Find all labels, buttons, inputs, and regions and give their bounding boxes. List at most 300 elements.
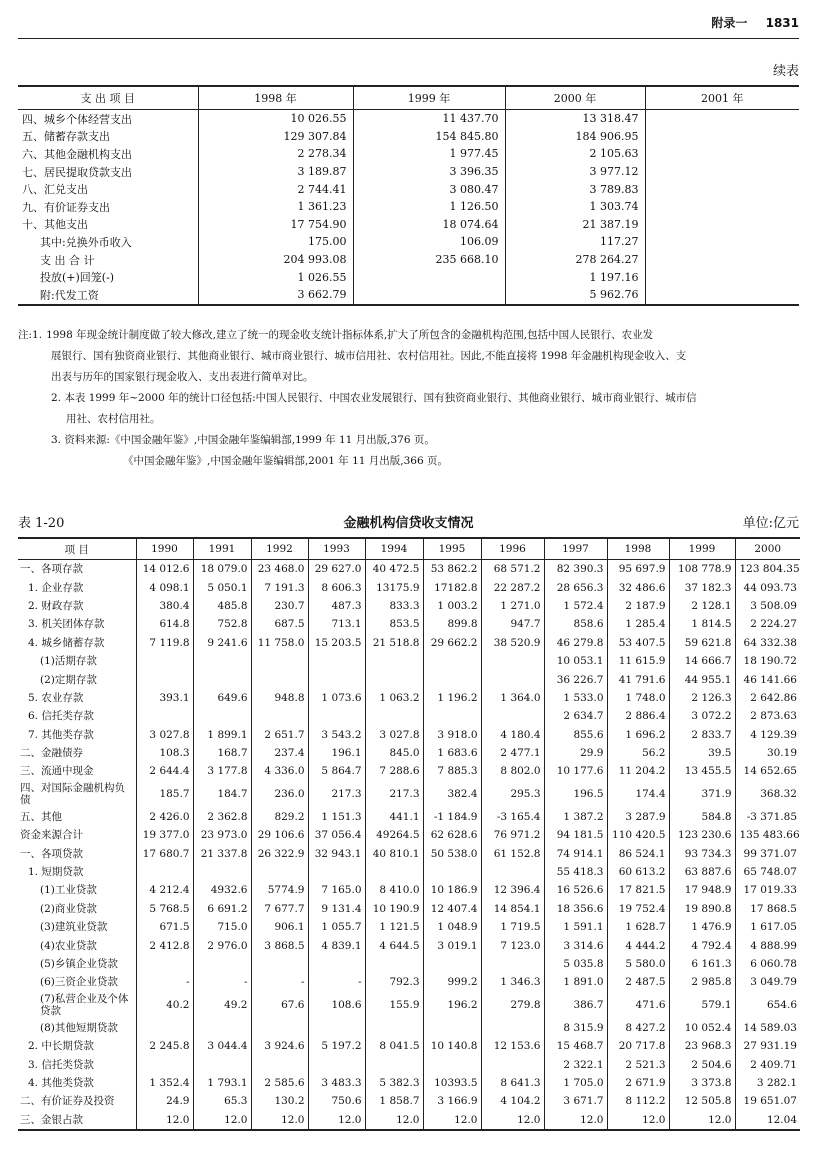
row-label: (2)商业贷款: [40, 902, 97, 915]
table-cell: 2 873.63: [735, 707, 800, 725]
table-cell: 19 377.0: [136, 826, 193, 844]
row-label: 七、居民提取贷款支出: [22, 165, 132, 179]
table-cell: 204 993.08: [198, 251, 353, 269]
table-cell: 23 973.0: [193, 826, 251, 844]
table-cell: 5774.9: [251, 881, 308, 899]
table-cell: 196.5: [544, 781, 607, 808]
table-header-row: [18, 538, 800, 560]
table-row: [18, 1037, 800, 1055]
table-row: [18, 808, 800, 826]
table-cell: [136, 955, 193, 973]
table-cell: 4 444.2: [607, 936, 669, 954]
table-cell: 10 186.9: [423, 881, 481, 899]
table-cell: 382.4: [423, 781, 481, 808]
table-cell: 44 093.73: [735, 578, 800, 596]
table-cell: 1 361.23: [198, 198, 353, 216]
table-cell: [645, 251, 799, 269]
table-cell: 5 035.8: [544, 955, 607, 973]
table-cell: 12.0: [251, 1111, 308, 1130]
table-row: [18, 726, 800, 744]
table-cell: 3 019.1: [423, 936, 481, 954]
table-cell: 18 079.0: [193, 560, 251, 579]
table-cell: 1 271.0: [481, 597, 544, 615]
table-cell: 230.7: [251, 597, 308, 615]
table-cell: 46 141.66: [735, 670, 800, 688]
table-cell: 1 814.5: [669, 615, 735, 633]
table-cell: 2 412.8: [136, 936, 193, 954]
table-cell: 76 971.2: [481, 826, 544, 844]
table-cell: 393.1: [136, 689, 193, 707]
table-cell: 17 868.5: [735, 900, 800, 918]
table-cell: 441.1: [365, 808, 423, 826]
table-cell: 2 644.4: [136, 762, 193, 780]
table-cell: 4 212.4: [136, 881, 193, 899]
table-cell: 2 651.7: [251, 726, 308, 744]
table-cell: 14 666.7: [669, 652, 735, 670]
table-row: [18, 844, 800, 862]
table-row: [18, 145, 799, 163]
table-cell: 2 245.8: [136, 1037, 193, 1055]
table-cell: 584.8: [669, 808, 735, 826]
table-cell: 4 098.1: [136, 578, 193, 596]
row-label: (1)工业贷款: [40, 884, 97, 897]
note-1-line-2: 展银行、国有独资商业银行、其他商业银行、城市商业银行、城市信用社、农村信用社。因此,不能直接将 1998 年金融机构现金收入、支: [51, 350, 687, 362]
table-cell: 1 303.74: [505, 198, 645, 216]
table-cell: 7 288.6: [365, 762, 423, 780]
table-cell: 7 119.8: [136, 634, 193, 652]
table-row: [18, 198, 799, 216]
table-cell: 8 112.2: [607, 1092, 669, 1110]
table-cell: 3 543.2: [308, 726, 365, 744]
table-row: [18, 973, 800, 991]
table-cell: 3 373.8: [669, 1074, 735, 1092]
table-cell: 175.00: [198, 233, 353, 251]
table-cell: 82 390.3: [544, 560, 607, 579]
table-cell: 3 508.09: [735, 597, 800, 615]
table-cell: 7 677.7: [251, 900, 308, 918]
row-label: 九、有价证券支出: [22, 200, 110, 214]
table-cell: 18 074.64: [353, 216, 505, 234]
column-header-year: 1999: [669, 538, 735, 560]
table-cell: 15 468.7: [544, 1037, 607, 1055]
table-cell: 649.6: [193, 689, 251, 707]
table-cell: 4 644.5: [365, 936, 423, 954]
table-row: [18, 110, 799, 128]
table-cell: 12.0: [544, 1111, 607, 1130]
table-cell: 1 197.16: [505, 268, 645, 286]
table-cell: 63 887.6: [669, 863, 735, 881]
table-cell: 4 839.1: [308, 936, 365, 954]
table-cell: 3 027.8: [365, 726, 423, 744]
table-row: [18, 863, 800, 881]
table-row: [18, 918, 800, 936]
table-cell: 2 224.27: [735, 615, 800, 633]
table-cell: 12.0: [607, 1111, 669, 1130]
column-header-year: 1991: [193, 538, 251, 560]
table-cell: 14 012.6: [136, 560, 193, 579]
table-cell: 74 914.1: [544, 844, 607, 862]
table-cell: [136, 670, 193, 688]
table-cell: 17 948.9: [669, 881, 735, 899]
table-cell: 23 468.0: [251, 560, 308, 579]
column-header-year: 1996: [481, 538, 544, 560]
table-cell: 7 165.0: [308, 881, 365, 899]
table-cell: -: [251, 973, 308, 991]
table-row: [18, 128, 799, 146]
table-cell: 858.6: [544, 615, 607, 633]
table-cell: [251, 670, 308, 688]
table-cell: 12.0: [136, 1111, 193, 1130]
table-cell: 2 833.7: [669, 726, 735, 744]
table-row: [18, 578, 800, 596]
table-cell: [136, 863, 193, 881]
table-cell: -3 371.85: [735, 808, 800, 826]
column-header-year: 1994: [365, 538, 423, 560]
table-number: 表 1-20: [18, 516, 65, 531]
table-cell: 278 264.27: [505, 251, 645, 269]
note-prefix: 注:1.: [18, 329, 43, 341]
table-cell: [645, 145, 799, 163]
table-cell: 4 336.0: [251, 762, 308, 780]
row-label: 五、其他: [20, 810, 62, 823]
table-cell: 17 019.33: [735, 881, 800, 899]
table-cell: 5 580.0: [607, 955, 669, 973]
table-cell: 999.2: [423, 973, 481, 991]
table-cell: 14 854.1: [481, 900, 544, 918]
table-cell: 6 691.2: [193, 900, 251, 918]
table-cell: [251, 955, 308, 973]
table-cell: [365, 670, 423, 688]
column-header-year: 1995: [423, 538, 481, 560]
column-header-year: 2001 年: [645, 86, 799, 110]
table-cell: [193, 707, 251, 725]
table-cell: 1 891.0: [544, 973, 607, 991]
table-body: [18, 560, 800, 1130]
row-label: 1. 短期贷款: [28, 866, 84, 879]
table-cell: 2 985.8: [669, 973, 735, 991]
table-cell: [308, 1055, 365, 1073]
table-cell: 750.6: [308, 1092, 365, 1110]
table-cell: 44 955.1: [669, 670, 735, 688]
table-cell: -: [136, 973, 193, 991]
table-cell: 46 279.8: [544, 634, 607, 652]
table-cell: 1 572.4: [544, 597, 607, 615]
table-cell: 5 864.7: [308, 762, 365, 780]
table-cell: 1 617.05: [735, 918, 800, 936]
page-number: 1831: [765, 16, 799, 30]
table-cell: 371.9: [669, 781, 735, 808]
table-cell: 4 792.4: [669, 936, 735, 954]
table-row: [18, 881, 800, 899]
table-cell: 20 717.8: [607, 1037, 669, 1055]
table-cell: 62 628.6: [423, 826, 481, 844]
table-cell: 235 668.10: [353, 251, 505, 269]
table-cell: 2 521.3: [607, 1055, 669, 1073]
table-row: [18, 1111, 800, 1130]
table-cell: [193, 955, 251, 973]
table-cell: 671.5: [136, 918, 193, 936]
note-2-line-2: 用社、农村信用社。: [66, 413, 161, 425]
table-cell: 3 282.1: [735, 1074, 800, 1092]
table-row: [18, 992, 800, 1019]
table-row: [18, 689, 800, 707]
table-cell: 487.3: [308, 597, 365, 615]
table-cell: 108 778.9: [669, 560, 735, 579]
table-cell: 26 322.9: [251, 844, 308, 862]
table-cell: 10 140.8: [423, 1037, 481, 1055]
table-cell: 32 486.6: [607, 578, 669, 596]
row-label: 3. 机关团体存款: [28, 618, 105, 631]
table-cell: 845.0: [365, 744, 423, 762]
table-cell: 1 719.5: [481, 918, 544, 936]
table-cell: 154 845.80: [353, 128, 505, 146]
table-cell: [251, 863, 308, 881]
table-cell: [251, 1019, 308, 1037]
table-cell: [308, 652, 365, 670]
row-label: 三、金银占款: [18, 1111, 136, 1130]
table-cell: 2 504.6: [669, 1055, 735, 1073]
table-cell: 53 407.5: [607, 634, 669, 652]
table-cell: 579.1: [669, 992, 735, 1019]
table-cell: 1 121.5: [365, 918, 423, 936]
table-cell: [251, 652, 308, 670]
row-label: 一、各项贷款: [20, 847, 83, 860]
table-body: [18, 110, 799, 305]
table-row: [18, 1074, 800, 1092]
table-cell: 13 455.5: [669, 762, 735, 780]
row-label: 7. 其他类存款: [28, 728, 94, 741]
row-label: 五、储蓄存款支出: [22, 130, 110, 144]
table-cell: 2 322.1: [544, 1055, 607, 1073]
table-cell: 49264.5: [365, 826, 423, 844]
row-label: 四、城乡个体经营支出: [22, 112, 132, 126]
table-cell: [365, 707, 423, 725]
table-cell: [365, 1055, 423, 1073]
row-label: 投放(+)回笼(-): [40, 271, 115, 285]
table-cell: 2 126.3: [669, 689, 735, 707]
table-row: [18, 744, 800, 762]
table-cell: 10 177.6: [544, 762, 607, 780]
table-cell: 1 793.1: [193, 1074, 251, 1092]
table-cell: 9 241.6: [193, 634, 251, 652]
row-label: 附:代发工资: [18, 286, 198, 305]
row-label: 4. 其他类贷款: [28, 1076, 94, 1089]
table-cell: 3 662.79: [198, 286, 353, 305]
table-cell: 59 621.8: [669, 634, 735, 652]
table-cell: 19 651.07: [735, 1092, 800, 1110]
table-cell: [423, 863, 481, 881]
table-cell: 485.8: [193, 597, 251, 615]
table-cell: 117.27: [505, 233, 645, 251]
table-row: [18, 762, 800, 780]
table-cell: 8 315.9: [544, 1019, 607, 1037]
table-cell: 1 048.9: [423, 918, 481, 936]
table-cell: 196.2: [423, 992, 481, 1019]
table-cell: 2 976.0: [193, 936, 251, 954]
table-cell: 1 055.7: [308, 918, 365, 936]
table-cell: 3 049.79: [735, 973, 800, 991]
table-cell: 65 748.07: [735, 863, 800, 881]
table-row: [18, 1019, 800, 1037]
table-cell: [308, 1019, 365, 1037]
table-cell: 12.0: [481, 1111, 544, 1130]
table-cell: 28 656.3: [544, 578, 607, 596]
table-cell: [481, 707, 544, 725]
table-cell: 130.2: [251, 1092, 308, 1110]
note-3: 3. 资料来源:《中国金融年鉴》,中国金融年鉴编辑部,1999 年 11 月出版,376 页。: [51, 434, 435, 446]
table-cell: 5 382.3: [365, 1074, 423, 1092]
table-cell: 614.8: [136, 615, 193, 633]
table-cell: 7 885.3: [423, 762, 481, 780]
table-cell: 5 050.1: [193, 578, 251, 596]
table-cell: 50 538.0: [423, 844, 481, 862]
row-label: (7)私营企业及个体贷款: [40, 993, 129, 1018]
table-cell: [645, 180, 799, 198]
table-row: [18, 180, 799, 198]
table-cell: 16 526.6: [544, 881, 607, 899]
table-cell: 19 890.8: [669, 900, 735, 918]
header-rule: [18, 38, 799, 39]
row-label: (4)农业贷款: [40, 939, 97, 952]
table-cell: 5 768.5: [136, 900, 193, 918]
row-label: 支 出 合 计: [40, 253, 95, 267]
row-label: 5. 农业存款: [28, 691, 84, 704]
table-cell: 38 520.9: [481, 634, 544, 652]
table-cell: [353, 286, 505, 305]
column-header-year: 1998: [607, 538, 669, 560]
table-cell: 108.3: [136, 744, 193, 762]
table-cell: [136, 707, 193, 725]
table-cell: 2 642.86: [735, 689, 800, 707]
table-cell: 39.5: [669, 744, 735, 762]
table-cell: 17 821.5: [607, 881, 669, 899]
table-row: [18, 670, 800, 688]
table-cell: 29.9: [544, 744, 607, 762]
table-cell: 29 662.2: [423, 634, 481, 652]
table-cell: [308, 707, 365, 725]
row-label: (8)其他短期贷款: [40, 1021, 118, 1034]
row-label: (3)建筑业贷款: [40, 921, 108, 934]
table-cell: 4 129.39: [735, 726, 800, 744]
table-cell: 1 285.4: [607, 615, 669, 633]
table-cell: [423, 1019, 481, 1037]
table-row: [18, 707, 800, 725]
table-cell: 3 918.0: [423, 726, 481, 744]
table-cell: [136, 1019, 193, 1037]
table-cell: 2 585.6: [251, 1074, 308, 1092]
table-row: [18, 955, 800, 973]
table-cell: 12.0: [423, 1111, 481, 1130]
table-cell: 184 906.95: [505, 128, 645, 146]
table-cell: 11 204.2: [607, 762, 669, 780]
table-cell: [423, 707, 481, 725]
table-cell: -: [193, 973, 251, 991]
table-cell: 8 427.2: [607, 1019, 669, 1037]
table-unit: 单位:亿元: [742, 516, 799, 531]
table-cell: 8 410.0: [365, 881, 423, 899]
table-cell: 715.0: [193, 918, 251, 936]
table-cell: 2 886.4: [607, 707, 669, 725]
table-cell: 60 613.2: [607, 863, 669, 881]
table-cell: 168.7: [193, 744, 251, 762]
table-cell: 7 123.0: [481, 936, 544, 954]
table-cell: [353, 268, 505, 286]
table-cell: 110 420.5: [607, 826, 669, 844]
table-cell: 792.3: [365, 973, 423, 991]
table-cell: [308, 955, 365, 973]
table-cell: [193, 1055, 251, 1073]
table-row: [18, 597, 800, 615]
table-cell: 687.5: [251, 615, 308, 633]
table-cell: 68 571.2: [481, 560, 544, 579]
table-cell: [481, 1019, 544, 1037]
table-cell: 2 744.41: [198, 180, 353, 198]
table-cell: 17 680.7: [136, 844, 193, 862]
row-label: 四、对国际金融机构负债: [20, 782, 125, 807]
table-cell: 19 752.4: [607, 900, 669, 918]
table-cell: 1 387.2: [544, 808, 607, 826]
table-cell: 1 705.0: [544, 1074, 607, 1092]
table-cell: 41 791.6: [607, 670, 669, 688]
column-header-year: 2000 年: [505, 86, 645, 110]
table-cell: 6 161.3: [669, 955, 735, 973]
table-cell: 1 196.2: [423, 689, 481, 707]
table-cell: 1 126.50: [353, 198, 505, 216]
table-cell: 833.3: [365, 597, 423, 615]
table-cell: 1 899.1: [193, 726, 251, 744]
table-cell: 752.8: [193, 615, 251, 633]
table-cell: 855.6: [544, 726, 607, 744]
table-cell: 61 152.8: [481, 844, 544, 862]
continued-label: 续表: [772, 64, 799, 79]
table-cell: 1 476.9: [669, 918, 735, 936]
table-cell: 64 332.38: [735, 634, 800, 652]
table-row: [18, 826, 800, 844]
note-2: 2. 本表 1999 年~2000 年的统计口径包括:中国人民银行、中国农业发展银行、国有独资商业银行、其他商业银行、城市商业银行、城市信: [51, 392, 697, 404]
table-cell: 135 483.66: [735, 826, 800, 844]
table-cell: 184.7: [193, 781, 251, 808]
table-cell: 1 533.0: [544, 689, 607, 707]
table-cell: 3 868.5: [251, 936, 308, 954]
column-header-year: 1999 年: [353, 86, 505, 110]
row-label: (5)乡镇企业贷款: [40, 958, 118, 970]
table-cell: 1 346.3: [481, 973, 544, 991]
table-cell: 2 409.71: [735, 1055, 800, 1073]
table-row: [18, 216, 799, 234]
table-cell: 899.8: [423, 615, 481, 633]
table-cell: 21 518.8: [365, 634, 423, 652]
table-cell: [136, 1055, 193, 1073]
row-label: (2)定期存款: [40, 673, 97, 686]
table-cell: 713.1: [308, 615, 365, 633]
table-cell: 3 287.9: [607, 808, 669, 826]
row-label: (1)活期存款: [40, 655, 97, 668]
table-cell: 2 187.9: [607, 597, 669, 615]
row-label: 二、有价证券及投资: [20, 1095, 115, 1108]
table-cell: [193, 652, 251, 670]
note-1: [18, 325, 803, 346]
table-cell: 123 804.35: [735, 560, 800, 579]
table-cell: 4 104.2: [481, 1092, 544, 1110]
table-cell: 13175.9: [365, 578, 423, 596]
table-cell: 23 968.3: [669, 1037, 735, 1055]
table-cell: 237.4: [251, 744, 308, 762]
table-cell: 948.8: [251, 689, 308, 707]
table-row: [18, 233, 799, 251]
table-cell: 36 226.7: [544, 670, 607, 688]
table-cell: 27 931.19: [735, 1037, 800, 1055]
column-header-year: 1997: [544, 538, 607, 560]
